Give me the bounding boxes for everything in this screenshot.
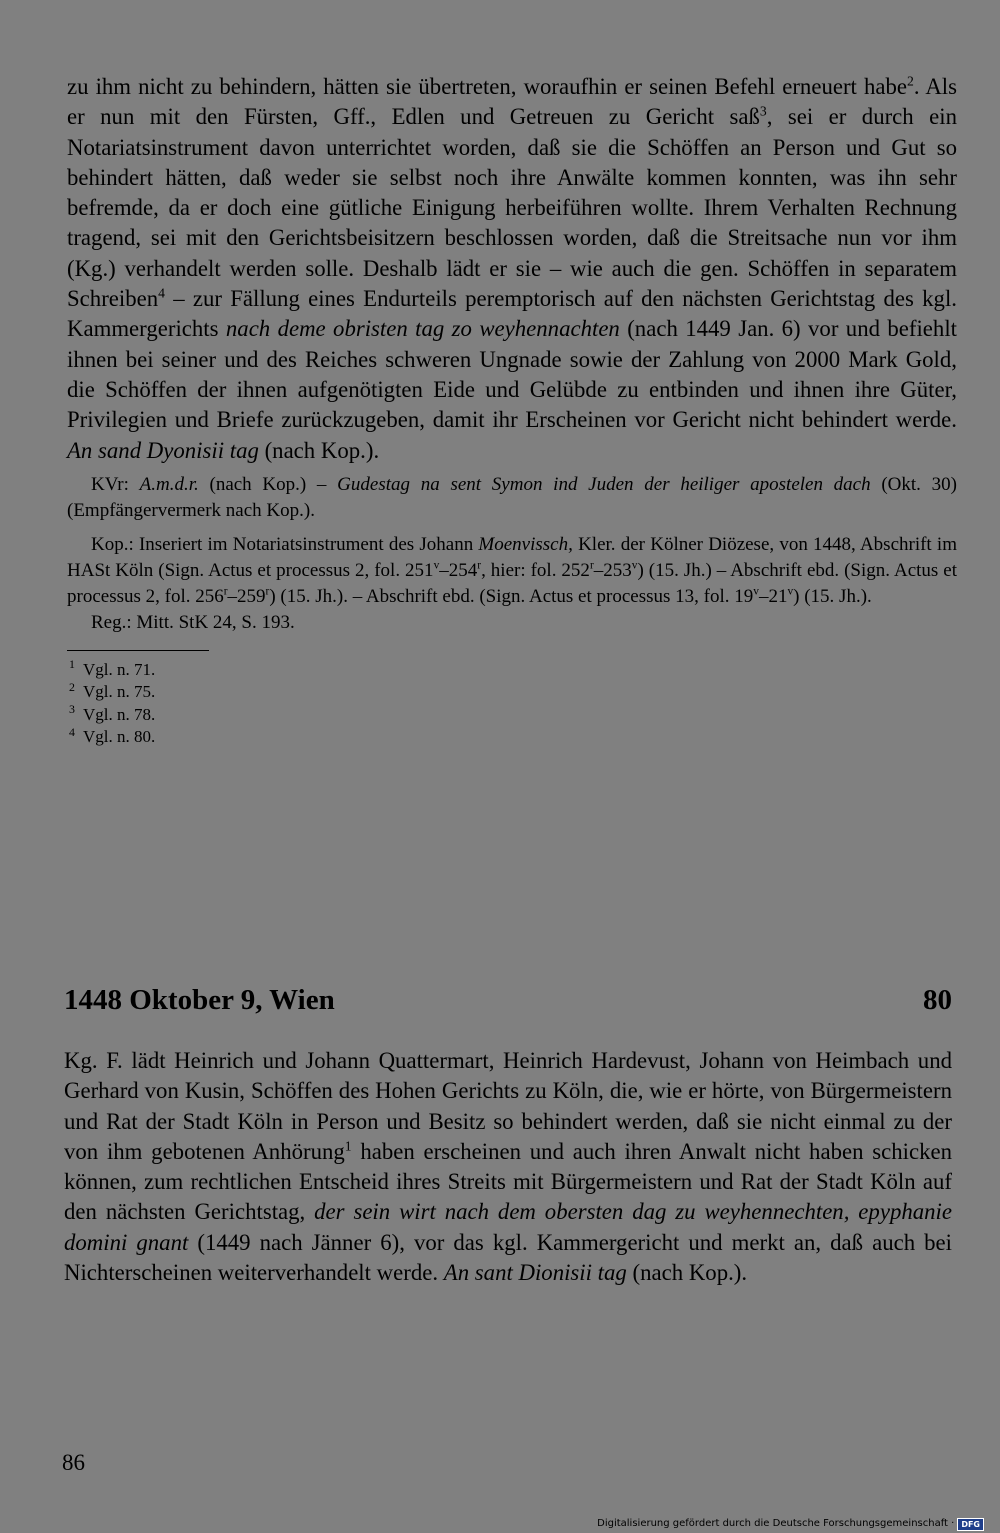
text-run: –253	[593, 559, 632, 581]
folio-side: v	[433, 559, 440, 572]
continuation-paragraph	[67, 72, 957, 466]
italic-quote: nach deme obristen tag zo weyhennachten	[225, 316, 620, 342]
italic-quote: An sant Dionisii tag	[443, 1260, 627, 1286]
text-run: , hier: fol. 252	[481, 559, 590, 581]
text-run: ) (15. Jh.). – Abschrift ebd. (Sign. Actus et processus 13, fol. 19	[269, 585, 754, 607]
dfg-credit	[597, 1517, 984, 1531]
footnote-ref[interactable]: 3	[759, 103, 767, 119]
folio-side: r	[223, 585, 228, 598]
text-run: . Als er nun mit den Fürsten, Gff., Edlen und Getreuen zu Gericht saß	[67, 74, 958, 130]
kop-note	[67, 532, 957, 610]
page-number: 86	[62, 1450, 85, 1475]
text-run: Kler. der Kölner Diözese, von 1448, Abschrift im HASt Köln (Sign. Actus et processus 2, fol. 251	[67, 533, 957, 581]
text-run: ) (15. Jh.).	[793, 585, 872, 607]
footnote-number: 1	[69, 657, 75, 672]
entry-paragraph	[64, 1046, 952, 1288]
footnote	[67, 659, 957, 682]
footnote-ref[interactable]: 4	[158, 285, 165, 301]
italic-quote: der sein wirt nach dem obersten dag zu weyhennechten, epyphanie domini gnant	[64, 1199, 952, 1255]
kvr-note	[67, 472, 957, 524]
footnote-divider	[67, 650, 209, 651]
footnote-text: Vgl. n. 71.	[82, 659, 156, 679]
text-run: (nach 1449 Jan. 6) vor und befiehlt ihnen bei seiner und des Reiches schweren Ungnade sowie der Zahlung von 2000 Mark Gold, die Schöffen der ihnen aufgenötigten Eide und Gelübde zu entbinden und ihnen ihre Güter, Privilegien und Briefe zurückzugeben, damit ihr Erscheinen vor Gericht nicht behindert werde.	[67, 316, 957, 433]
text-run: –259	[227, 585, 266, 607]
footnote-text: Vgl. n. 75.	[82, 682, 156, 702]
footnote-number: 4	[69, 724, 75, 739]
folio-side: v	[753, 585, 759, 598]
reg-note: Reg.: Mitt. StK 24, S. 193.	[91, 611, 295, 633]
footnote-number: 2	[69, 679, 75, 694]
footnote-ref[interactable]: 2	[907, 73, 914, 89]
text-run: Kg. F. lädt Heinrich und Johann Quattermart, Heinrich Hardevust, Johann von Heimbach und Gerhard von Kusin, Schöffen des Hohen Gerichts zu Köln, die, wie er hörte, von Bürgermeistern und Rat der Stadt Köln in Person und Besitz so behindert werden, daß sie nicht einmal zu der von ihm gebotenen Anhörung	[64, 1048, 952, 1164]
text-run: ) (15. Jh.) – Abschrift ebd. (Sign. Actus et processus 2, fol. 256	[67, 559, 957, 607]
footnote-number: 3	[69, 702, 75, 717]
footnote	[67, 726, 957, 749]
text-run: (nach Kop.).	[258, 437, 380, 463]
footnote	[67, 704, 957, 727]
folio-side: v	[787, 585, 794, 598]
footnote-text: Vgl. n. 78.	[82, 704, 156, 724]
text-run: –254	[439, 559, 478, 581]
footnotes	[67, 659, 957, 749]
text-run: KVr:	[91, 473, 140, 495]
credit-text: Digitalisierung gefördert durch die Deutsche Forschungsgemeinschaft ·	[597, 1518, 955, 1529]
italic-quote: Moenvissch,	[478, 533, 573, 555]
italic-quote: A.m.d.r.	[139, 473, 199, 495]
text-run: – zur Fällung eines Endurteils peremptorisch auf den nächsten Gerichtstag des kgl. Kammergerichts	[67, 286, 957, 342]
text-run: , sei er durch ein Notariatsinstrument davon unterrichtet worden, daß sie die Schöffen an Person und Gut so behindert hätten, daß weder sie selbst noch ihre Anwälte kommen konnten, was ihn sehr befremde, da er doch eine gütliche Einigung herbeiführen wollte. Ihrem Verhalten Rechnung tragend, sei mit den Gerichtsbeisitzern beschlossen worden, daß die Streitsache nun vor ihm (Kg.) verhandelt werden solle. Deshalb lädt er sie – wie auch die gen. Schöffen in separatem Schreiben	[67, 104, 957, 312]
footnote-ref[interactable]: 1	[344, 1138, 352, 1154]
text-run: (nach Kop.) –	[198, 473, 338, 495]
text-run: –21	[758, 585, 788, 607]
text-run: (Okt. 30) (Empfängervermerk nach Kop.).	[67, 473, 957, 521]
text-run: haben erscheinen und auch ihren Anwalt nicht haben schicken können, zum rechtlichen Entscheid ihres Streits mit Bürgermeistern und Rat der Stadt Köln auf den nächsten Gerichtstag,	[64, 1138, 952, 1225]
entry-heading	[64, 980, 952, 1020]
footnote	[67, 681, 957, 704]
italic-quote: An sand Dyonisii tag	[67, 437, 259, 463]
italic-quote: Gudestag na sent Symon ind Juden der heiliger apostelen dach	[337, 473, 871, 495]
folio-side: v	[631, 559, 638, 572]
text-run: zu ihm nicht zu behindern, hätten sie übertreten, woraufhin er seinen Befehl erneuert habe	[67, 74, 907, 99]
dfg-logo-icon: DFG	[957, 1518, 984, 1531]
text-run: Kop.: Inseriert im Notariatsinstrument des Johann	[91, 533, 479, 555]
page-content	[67, 72, 957, 749]
text-run: (1449 nach Jänner 6), vor das kgl. Kammergericht und merkt an, daß auch bei Nichterscheinen weiterverhandelt werde.	[64, 1229, 953, 1286]
folio-side: r	[477, 559, 482, 572]
entry-date-place: 1448 Oktober 9, Wien	[64, 984, 335, 1016]
folio-side: r	[265, 585, 270, 598]
text-run: (nach Kop.).	[626, 1260, 748, 1286]
entry-number: 80	[923, 984, 952, 1016]
footnote-text: Vgl. n. 80.	[82, 727, 156, 747]
folio-side: r	[589, 559, 594, 572]
